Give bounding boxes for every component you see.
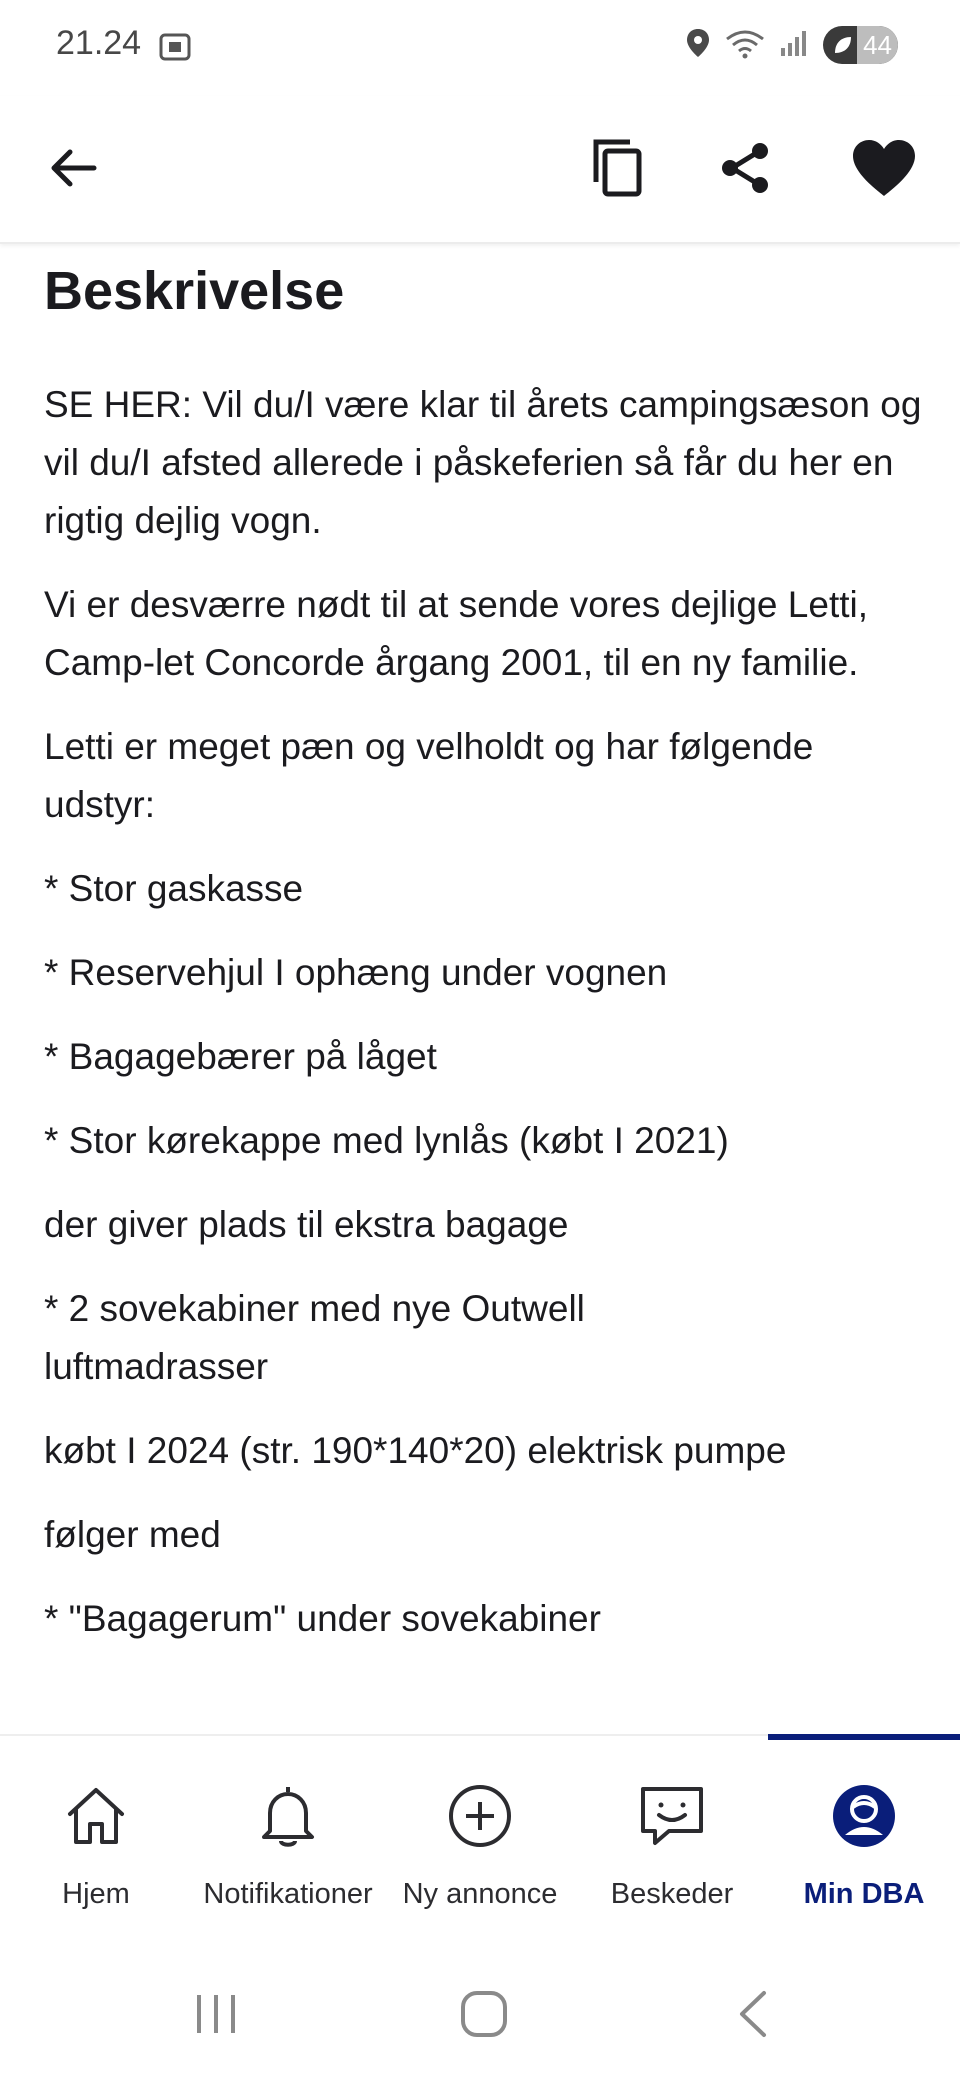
description-paragraph: * Bagagebærer på låget: [44, 1036, 437, 1077]
section-title: Beskrivelse: [44, 261, 345, 321]
home-icon: [60, 1780, 132, 1852]
location-icon: [685, 27, 711, 64]
battery-indicator: [823, 26, 898, 64]
description-paragraph: * Stor gaskasse: [44, 868, 304, 909]
power-saving-icon: [831, 33, 855, 57]
chat-icon: [636, 1780, 708, 1852]
status-time: 21.24: [56, 24, 142, 62]
recent-apps-icon: [193, 1991, 239, 2037]
description-section: [44, 258, 924, 1648]
nav-item-messages[interactable]: [576, 1736, 768, 1950]
description-paragraph: Letti er meget pæn og velholdt og har følgende udstyr:: [44, 726, 814, 825]
nav-item-home[interactable]: [0, 1736, 192, 1950]
nav-item-min-dba[interactable]: [768, 1736, 960, 1950]
description-paragraph: Vi er desværre nødt til at sende vores dejlige Letti, Camp-let Concorde årgang 2001, til en ny familie.: [44, 584, 869, 683]
battery-level: 44: [857, 26, 898, 64]
nav-item-notifications[interactable]: [192, 1736, 384, 1950]
wifi-icon: [725, 27, 765, 64]
share-button[interactable]: [706, 128, 786, 208]
description-paragraph: * 2 sovekabiner med nye Outwell luftmadrasser: [44, 1288, 585, 1387]
description-paragraph: købt I 2024 (str. 190*140*20) elektrisk pumpe: [44, 1430, 787, 1471]
nav-label: Min DBA: [803, 1878, 925, 1910]
status-bar: [0, 0, 960, 96]
chevron-left-icon: [734, 1989, 774, 2039]
bottom-navigation: [0, 1734, 960, 1950]
recent-apps-button[interactable]: [186, 1984, 246, 2044]
arrow-left-icon: [48, 142, 100, 194]
bell-icon: [252, 1780, 324, 1852]
nav-label: Beskeder: [610, 1878, 734, 1910]
description-paragraph: * "Bagagerum" under sovekabiner: [44, 1598, 601, 1639]
description-paragraph: der giver plads til ekstra bagage: [44, 1204, 569, 1245]
nav-item-new-listing[interactable]: [384, 1736, 576, 1950]
app-bar: [0, 96, 960, 244]
description-paragraph: * Stor kørekappe med lynlås (købt I 2021): [44, 1120, 729, 1161]
copy-icon: [590, 138, 646, 198]
heart-icon: [851, 138, 917, 198]
back-system-button[interactable]: [724, 1984, 784, 2044]
screenshot-icon: [158, 30, 192, 69]
nav-label: Ny annonce: [402, 1878, 558, 1910]
copy-button[interactable]: [578, 128, 658, 208]
back-button[interactable]: [34, 128, 114, 208]
plus-circle-icon: [444, 1780, 516, 1852]
share-icon: [718, 140, 774, 196]
home-system-button[interactable]: [454, 1984, 514, 2044]
description-paragraph: følger med: [44, 1514, 221, 1555]
profile-icon: [828, 1780, 900, 1852]
description-paragraph: * Reservehjul I ophæng under vognen: [44, 952, 668, 993]
description-paragraph: SE HER: Vil du/I være klar til årets campingsæson og vil du/I afsted allerede i påskeferien så får du her en rigtig dejlig vogn.: [44, 384, 922, 541]
signal-icon: [779, 28, 809, 63]
favorite-button[interactable]: [844, 128, 924, 208]
status-icons: [685, 26, 898, 64]
system-navigation-bar: [0, 1948, 960, 2080]
nav-label: Hjem: [62, 1878, 130, 1910]
nav-label: Notifikationer: [203, 1878, 373, 1910]
home-square-icon: [459, 1989, 509, 2039]
